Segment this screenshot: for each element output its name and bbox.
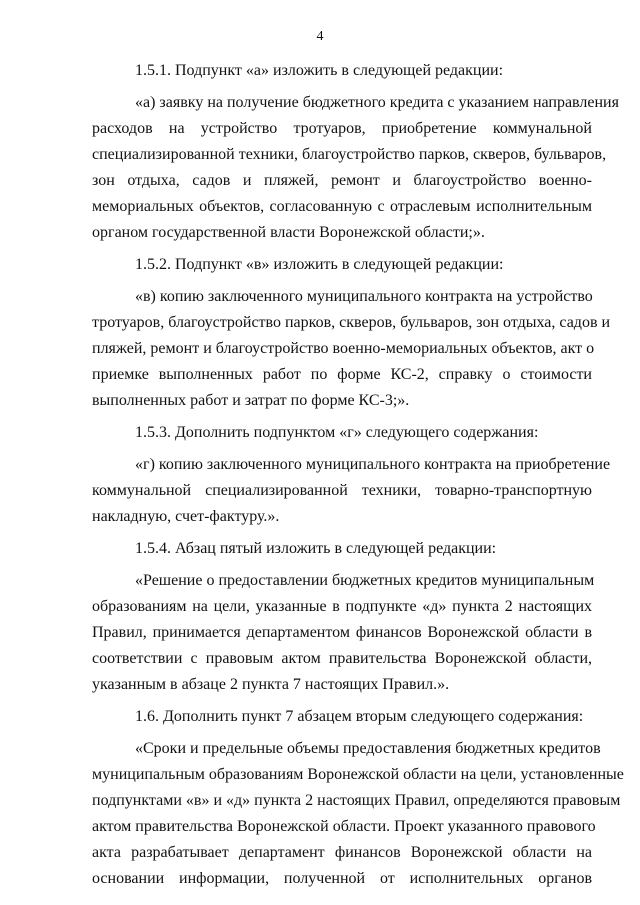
- paragraph-decision: [92, 568, 595, 698]
- paragraph-1-5-4: [92, 536, 592, 562]
- text-line: приемке выполненных работ по форме КС-2, справку о стоимости: [92, 366, 592, 383]
- text-line: 1.5.4. Абзац пятый изложить в следующей редакции:: [135, 540, 497, 557]
- text-line: основании информации, полученной от исполнительных органов: [92, 870, 592, 887]
- text-line: зон отдыха, садов и пляжей, ремонт и благоустройство военно-: [92, 172, 592, 189]
- text-line: коммунальной специализированной техники, товарно-транспортную: [92, 482, 592, 499]
- text-line: «а) заявку на получение бюджетного кредита с указанием направления: [135, 94, 619, 111]
- text-line: муниципальным образованиям Воронежской области на цели, установленные: [92, 766, 624, 783]
- text-line: акта разрабатывает департамент финансов Воронежской области на: [92, 844, 592, 861]
- text-line: мемориальных объектов, согласованную с отраслевым исполнительным: [92, 198, 592, 215]
- text-line: 1.6. Дополнить пункт 7 абзацем вторым следующего содержания:: [135, 708, 584, 725]
- page-number: 4: [316, 29, 324, 44]
- paragraph-terms: [92, 736, 624, 892]
- text-line: специализированной техники, благоустройство парков, скверов, бульваров,: [92, 146, 607, 163]
- text-line: «в) копию заключенного муниципального контракта на устройство: [135, 288, 593, 305]
- text-line: актом правительства Воронежской области. Проект указанного правового: [92, 818, 596, 835]
- text-line: накладную, счет-фактуру.».: [92, 508, 280, 525]
- paragraph-1-5-1: [92, 58, 592, 84]
- text-line: образованиям на цели, указанные в подпункте «д» пункта 2 настоящих: [92, 598, 592, 615]
- text-line: органом государственной власти Воронежской области;».: [92, 224, 485, 241]
- paragraph-1-5-3: [92, 420, 592, 446]
- document-body: [92, 58, 624, 892]
- paragraph-subitem-g: [92, 452, 611, 530]
- paragraph-1-5-2: [92, 252, 592, 278]
- text-line: подпунктами «в» и «д» пункта 2 настоящих Правил, определяются правовым: [92, 792, 621, 809]
- text-line: Правил, принимается департаментом финансов Воронежской области в: [92, 624, 592, 641]
- text-line: «Решение о предоставлении бюджетных кредитов муниципальным: [135, 572, 595, 589]
- text-line: выполненных работ и затрат по форме КС-3;».: [92, 392, 410, 409]
- text-line: 1.5.1. Подпункт «а» изложить в следующей редакции:: [135, 62, 504, 79]
- text-line: 1.5.2. Подпункт «в» изложить в следующей редакции:: [135, 256, 504, 273]
- text-line: указанным в абзаце 2 пункта 7 настоящих Правил.».: [92, 676, 450, 693]
- paragraph-1-6: [92, 704, 592, 730]
- text-line: пляжей, ремонт и благоустройство военно-мемориальных объектов, акт о: [92, 340, 595, 357]
- text-line: расходов на устройство тротуаров, приобретение коммунальной: [92, 120, 592, 137]
- text-line: 1.5.3. Дополнить подпунктом «г» следующего содержания:: [135, 424, 539, 441]
- paragraph-subitem-v: [92, 284, 611, 414]
- text-line: «Сроки и предельные объемы предоставления бюджетных кредитов: [135, 740, 601, 757]
- paragraph-subitem-a: [92, 90, 619, 246]
- text-line: тротуаров, благоустройство парков, скверов, бульваров, зон отдыха, садов и: [92, 314, 611, 331]
- text-line: «г) копию заключенного муниципального контракта на приобретение: [135, 456, 611, 473]
- text-line: соответствии с правовым актом правительства Воронежской области,: [92, 650, 592, 667]
